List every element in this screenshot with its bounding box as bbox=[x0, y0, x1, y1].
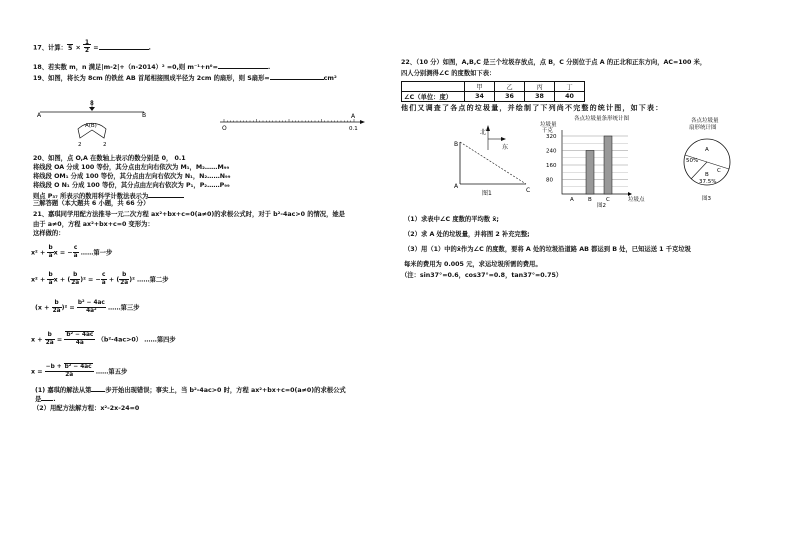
q18: 18、若实数 m，n 满足|m-2|+（n-2014）² =0,则 m⁻¹+n⁰= . bbox=[33, 64, 271, 71]
pie-title-1: 各点垃圾量 bbox=[691, 118, 719, 124]
x-axis-label: 垃圾点 bbox=[628, 197, 645, 203]
label-c: C bbox=[526, 187, 531, 194]
y-tick-label: 160 bbox=[546, 163, 557, 169]
section-3-heading: 三解答题（本大题共 6 小题，共 66 分） bbox=[33, 200, 150, 207]
step-1: x² + $\frac{b}{a}$ x = − $\frac{c}{a}$ ……第一步 bbox=[31, 245, 113, 259]
bar-chart bbox=[540, 112, 650, 208]
label-a: A bbox=[37, 112, 42, 119]
y-tick-label: 320 bbox=[546, 134, 557, 140]
step-2: x² + $\frac{b}{a}$ x + ( $\frac{b}{2a}$ )² = − $\frac{c}{a}$ + ( $\frac{b}{2a}$ )² ……第二步 bbox=[31, 272, 169, 286]
bar-chart-axes bbox=[562, 130, 628, 194]
label-r2: 2 bbox=[103, 142, 107, 148]
segment-sector-figure bbox=[36, 96, 151, 156]
north-label: 北 bbox=[480, 129, 487, 136]
pie-label-pa: 50% bbox=[686, 158, 699, 164]
label-01: 0.1 bbox=[349, 126, 358, 132]
q19: 19、如图，将长为 8cm 的铁丝 AB 首尾相接围成半径为 2cm 的扇形，则 S扇形= cm² bbox=[33, 75, 337, 82]
q17: 17、计算：5 × $\frac{1}{2}$ = . bbox=[33, 40, 151, 54]
pie-label-b: B bbox=[705, 172, 709, 178]
fig3-caption: 图3 bbox=[702, 196, 711, 202]
y-axis-unit: 千克 bbox=[542, 128, 554, 134]
fig2-caption: 图2 bbox=[597, 203, 606, 209]
east-label: 东 bbox=[502, 144, 509, 151]
x-tick-label: B bbox=[588, 197, 592, 203]
pie-title-2: 扇形统计图 bbox=[689, 125, 717, 131]
triangle-figure bbox=[448, 120, 538, 200]
label-a: A bbox=[454, 183, 459, 190]
bar-c bbox=[604, 136, 612, 194]
x-axis-arrow bbox=[628, 192, 632, 196]
pie-label-pb: 37.5% bbox=[699, 179, 717, 185]
step-5: x = $\frac{\text{−b + b² − 4ac}}{2a}$ ……第五步 bbox=[31, 364, 128, 378]
label-8: 8 bbox=[90, 100, 94, 107]
number-line-figure bbox=[220, 110, 370, 134]
bar-b bbox=[586, 151, 594, 195]
x-tick-label: A bbox=[570, 197, 574, 203]
q21-part-2: （2）用配方法解方程：x²-2x-24=0 bbox=[33, 405, 140, 412]
q21-part-1-answer: 是 . bbox=[35, 396, 56, 403]
q22-survey-text: 他们又调查了各点的垃圾量，并绘制了下列尚不完整的统计图，如下表： bbox=[401, 104, 664, 112]
label-b: B bbox=[454, 141, 459, 148]
angle-table: 甲 乙 丙 丁 ∠C（单位：度） 34 36 38 40 bbox=[401, 81, 585, 102]
pie-label-c: C bbox=[717, 168, 721, 174]
x-tick-label: C bbox=[606, 197, 610, 203]
step-3: (x + $\frac{b}{2a}$ )² = $\frac{\text{b² − 4ac}}{\text{4a²}}$ ……第三步 bbox=[35, 300, 140, 314]
label-o: O bbox=[222, 125, 227, 132]
step-4: x + $\frac{b}{2a}$ = $\frac{\text{b² − 4ac}}{4a}$ （b²-4ac>0） ……第四步 bbox=[31, 332, 176, 346]
pie-chart bbox=[673, 116, 743, 206]
label-ab: A(B) bbox=[85, 123, 97, 129]
q21-part-1: (1) 嘉琪的解法从第 步开始出现错误；事实上，当 b²-4ac>0 时，方程 ax²+bx+c=0(a≠0)的求根公式 bbox=[35, 387, 346, 394]
y-tick-label: 240 bbox=[546, 148, 557, 155]
label-b: B bbox=[142, 112, 147, 119]
bar-chart-title: 各点垃圾量条形统计图 bbox=[574, 116, 630, 122]
label-r1: 2 bbox=[78, 142, 82, 148]
y-axis-label: 垃圾量 bbox=[540, 122, 557, 128]
y-tick-label: 80 bbox=[546, 177, 553, 184]
fig1-caption: 图1 bbox=[482, 190, 492, 197]
label-a-top: A bbox=[351, 113, 356, 120]
pie-label-a: A bbox=[705, 147, 709, 153]
